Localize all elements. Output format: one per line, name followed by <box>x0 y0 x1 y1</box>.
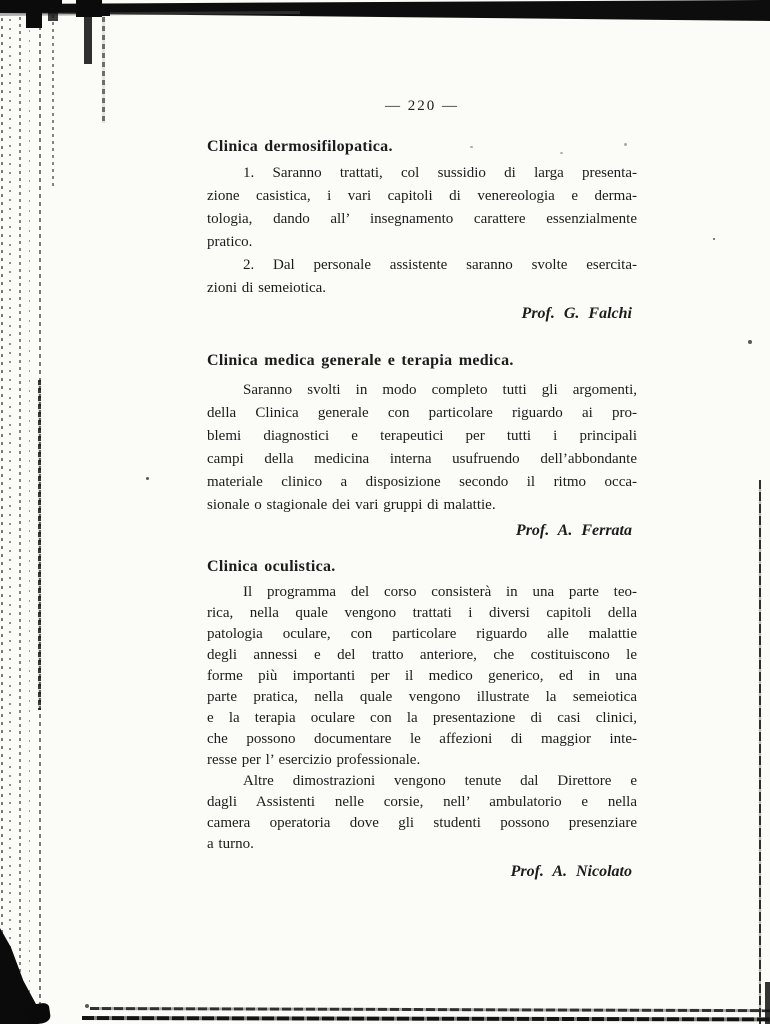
scan-artifact-bottom-left-blob <box>0 928 78 1024</box>
text-line: campi della medicina interna usufruendo dell’abbondante <box>207 451 637 467</box>
scan-artifact-bottom-line <box>82 1016 770 1021</box>
scan-artifact-right-edge-line <box>759 480 761 1024</box>
scan-artifact-bottom-line <box>90 1007 770 1012</box>
text-line: a turno. <box>207 836 254 852</box>
text-line: degli annessi e del tratto anteriore, che costituiscono le <box>207 647 637 663</box>
section-heading: Clinica dermosifilopatica. <box>207 138 393 155</box>
section-heading: Clinica medica generale e terapia medica. <box>207 352 514 369</box>
text-line: 1. Saranno trattati, col sussidio di larga presenta- <box>243 165 637 181</box>
text-line: della Clinica generale con particolare riguardo ai pro- <box>207 405 637 421</box>
scan-artifact-left-edge-line <box>29 10 30 1024</box>
text-line: sionale o stagionale dei vari gruppi di malattie. <box>207 497 496 513</box>
text-line: tologia, dando all’ insegnamento carattere essenzialmente <box>207 211 637 227</box>
text-line: dagli Assistenti nelle corsie, nell’ ambulatorio e nella <box>207 794 637 810</box>
scan-artifact-top-left-corner <box>0 0 112 64</box>
text-line: resse per l’ esercizio professionale. <box>207 752 421 768</box>
scan-artifact-left-edge-line <box>9 10 11 1024</box>
scan-artifact-left-edge-line <box>38 380 41 710</box>
section-clinica-oculistica <box>207 557 637 882</box>
scan-artifact-left-edge-line <box>102 8 105 123</box>
text-line: 2. Dal personale assistente saranno svolte esercita- <box>243 257 637 273</box>
text-line: patologia oculare, con particolare riguardo alle malattie <box>207 626 637 642</box>
page-number: — 220 — <box>385 98 459 114</box>
text-line: parte pratica, nella quale vengono illustrate la semeiotica <box>207 689 637 705</box>
paragraph <box>207 254 637 300</box>
paragraph <box>207 379 637 517</box>
scan-artifact-left-edge-line <box>19 10 21 1024</box>
paragraph <box>207 162 637 254</box>
text-line: materiale clinico a disposizione secondo il ritmo occa- <box>207 474 637 490</box>
text-line: Altre dimostrazioni vengono tenute dal Direttore e <box>243 773 637 789</box>
text-line: e la terapia oculare con la presentazione di casi clinici, <box>207 710 637 726</box>
text-line: rica, nella quale vengono trattati i diversi capitoli della <box>207 605 637 621</box>
paragraph <box>207 771 637 855</box>
scan-speck <box>146 477 149 480</box>
professor-signature: Prof. A. Nicolato <box>510 863 632 880</box>
scan-speck <box>748 340 752 344</box>
scan-speck <box>713 238 715 240</box>
text-line: Il programma del corso consisterà in una parte teo- <box>243 584 637 600</box>
professor-signature: Prof. G. Falchi <box>521 305 632 322</box>
scan-artifact-left-edge-line <box>39 10 41 1024</box>
section-clinica-dermosifilopatica <box>207 137 637 324</box>
text-line: zioni di semeiotica. <box>207 280 327 296</box>
text-line: forme più importanti per il medico generico, ed in una <box>207 668 637 684</box>
section-clinica-medica-generale <box>207 351 637 541</box>
scan-artifact-left-edge-line <box>52 8 54 188</box>
text-line: zione casistica, i vari capitoli di venereologia e derma- <box>207 188 637 204</box>
page-content <box>207 0 637 882</box>
scan-artifact-left-edge-line <box>1 10 3 1024</box>
scan-artifact-bottom-left-blob <box>23 1002 52 1024</box>
professor-signature: Prof. A. Ferrata <box>515 522 632 539</box>
section-heading: Clinica oculistica. <box>207 558 336 575</box>
text-line: blemi diagnostici e terapeutici per tutti i principali <box>207 428 637 444</box>
scan-speck <box>85 1004 89 1008</box>
paragraph <box>207 582 637 771</box>
text-line: pratico. <box>207 234 253 250</box>
text-line: che possono documentare le affezioni di maggior inte- <box>207 731 637 747</box>
scan-artifact-right-edge-corner <box>765 982 770 1024</box>
text-line: camera operatoria dove gli studenti possono presenziare <box>207 815 637 831</box>
text-line: Saranno svolti in modo completo tutti gli argomenti, <box>243 382 637 398</box>
